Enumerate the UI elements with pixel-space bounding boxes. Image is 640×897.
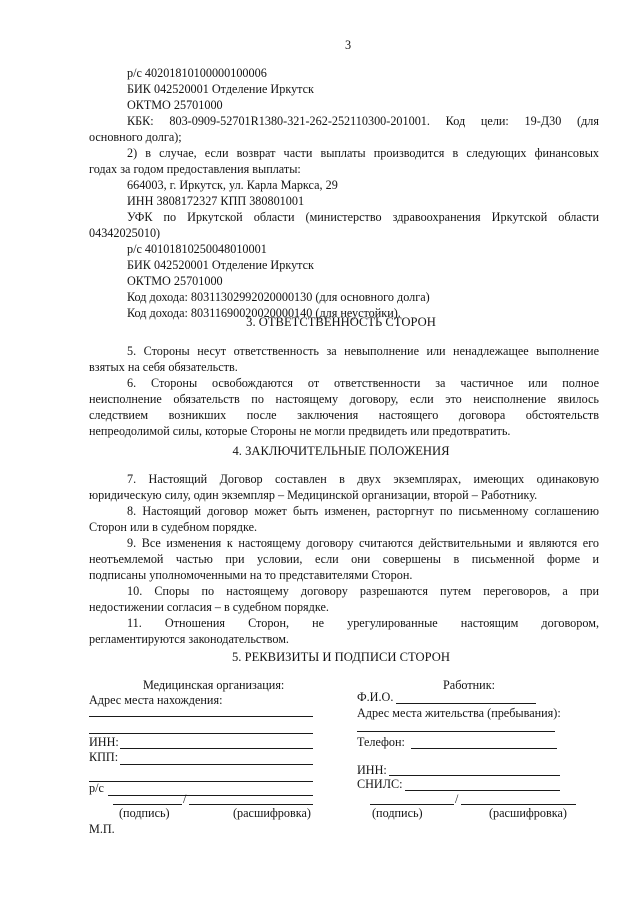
employee-signature-caption: (подпись) [372,806,423,820]
med-org-address-line-1[interactable] [89,716,313,717]
payment2-oktmo: ОКТМО 25701000 [127,274,223,288]
employee-phone-label: Телефон: [357,735,405,749]
section5-heading: 5. РЕКВИЗИТЫ И ПОДПИСИ СТОРОН [231,650,450,664]
payment2-account: р/с 40101810250048010001 [127,242,267,256]
payment2-inn-kpp: ИНН 3808172327 КПП 380801001 [127,194,305,208]
med-org-heading: Медицинская организация: [143,678,285,692]
section3-heading: 3. ОТВЕТСТВЕННОСТЬ СТОРОН [246,315,436,329]
med-org-signature-slash: / [183,792,187,806]
p8-line2: Сторон или в судебном порядке. [89,520,258,534]
p6-line1: 6. Стороны освобождаются от ответственности за частичное или полное [127,376,599,390]
p6-line4: непреодолимой силы, которые Стороны не могли предвидеть или предотвратить. [89,424,511,438]
employee-phone-line[interactable] [411,748,557,749]
seal-label: М.П. [89,822,115,836]
clause2-line1: 2) в случае, если возврат части выплаты производится в следующих финансовых [127,146,599,160]
med-org-kpp-label: КПП: [89,750,119,764]
payment1-oktmo: ОКТМО 25701000 [127,98,223,112]
p9-line1: 9. Все изменения к настоящему договору считаются действительными и являются его [127,536,599,550]
employee-signature-line[interactable] [370,804,454,805]
med-org-account-line[interactable] [108,795,313,796]
employee-fio-line[interactable] [396,703,536,704]
page-number: 3 [344,38,352,52]
med-org-extra-line[interactable] [89,781,313,782]
payment1-account: р/с 40201810100000100006 [127,66,267,80]
p6-line2: неисполнение обязательств по настоящему договору, если это неисполнение явилось [89,392,599,406]
p10-line1: 10. Споры по настоящему договору разрешаются путем переговоров, а при [127,584,599,598]
clause2-line2: годах за годом предоставления выплаты: [89,162,301,176]
med-org-address-line-2[interactable] [89,733,313,734]
p5-line2: взятых на себя обязательств. [89,360,238,374]
med-org-kpp-line[interactable] [120,764,313,765]
p10-line2: недостижении согласия – в судебном порядке. [89,600,329,614]
med-org-address-label: Адрес места нахождения: [89,693,223,707]
payment2-ufk-line1: УФК по Иркутской области (министерство здравоохранения Иркутской области [127,210,599,224]
employee-signature-slash: / [455,792,459,806]
p5-line1: 5. Стороны несут ответственность за невыполнение или ненадлежащее выполнение [127,344,599,358]
employee-residence-label: Адрес места жительства (пребывания): [357,706,561,720]
payment2-income-code-2: Код дохода: 80311690020020000140 (для неустойки). [127,306,401,320]
payment2-ufk-line2: 04342025010) [89,226,161,240]
payment2-income-code-1: Код дохода: 80311302992020000130 (для основного долга) [127,290,430,304]
payment2-address: 664003, г. Иркутск, ул. Карла Маркса, 29 [127,178,338,192]
employee-heading: Работник: [443,678,495,692]
med-org-inn-label: ИНН: [89,735,119,749]
p7-line2: юридическую силу, один экземпляр – Медицинской организации, второй – Работнику. [89,488,538,502]
employee-residence-line[interactable] [357,731,555,732]
med-org-signature-caption: (подпись) [119,806,170,820]
p9-line3: подписаны уполномоченными на то представителями Сторон. [89,568,413,582]
med-org-transcript-caption: (расшифровка) [233,806,311,820]
employee-snils-line[interactable] [405,790,560,791]
employee-inn-line[interactable] [389,775,560,776]
med-org-signature-line[interactable] [113,804,182,805]
med-org-account-label: р/с [89,781,104,795]
p6-line3: следствием возникших после заключения настоящего договора обстоятельств [89,408,599,422]
payment1-kbk-line: КБК: 803-0909-52701R1380-321-262-252110300-201001. Код цели: 19-Д30 (для [127,114,599,128]
payment2-bik: БИК 042520001 Отделение Иркутск [127,258,314,272]
med-org-transcript-line[interactable] [189,804,313,805]
payment1-bik: БИК 042520001 Отделение Иркутск [127,82,314,96]
p9-line2: неотъемлемой частью при условии, если они совершены в письменной форме и [89,552,599,566]
employee-transcript-caption: (расшифровка) [489,806,567,820]
p7-line1: 7. Настоящий Договор составлен в двух экземплярах, имеющих одинаковую [127,472,599,486]
med-org-inn-line[interactable] [120,748,313,749]
employee-snils-label: СНИЛС: [357,777,403,791]
section4-heading: 4. ЗАКЛЮЧИТЕЛЬНЫЕ ПОЛОЖЕНИЯ [232,444,450,458]
p8-line1: 8. Настоящий договор может быть изменен, расторгнут по письменному соглашению [127,504,599,518]
p11-line1: 11. Отношения Сторон, не урегулированные настоящим договором, [127,616,599,630]
employee-transcript-line[interactable] [461,804,576,805]
p11-line2: регламентируются законодательством. [89,632,289,646]
employee-inn-label: ИНН: [357,763,387,777]
employee-fio-label: Ф.И.О. [357,690,394,704]
payment1-kbk-cont: основного долга); [89,130,182,144]
